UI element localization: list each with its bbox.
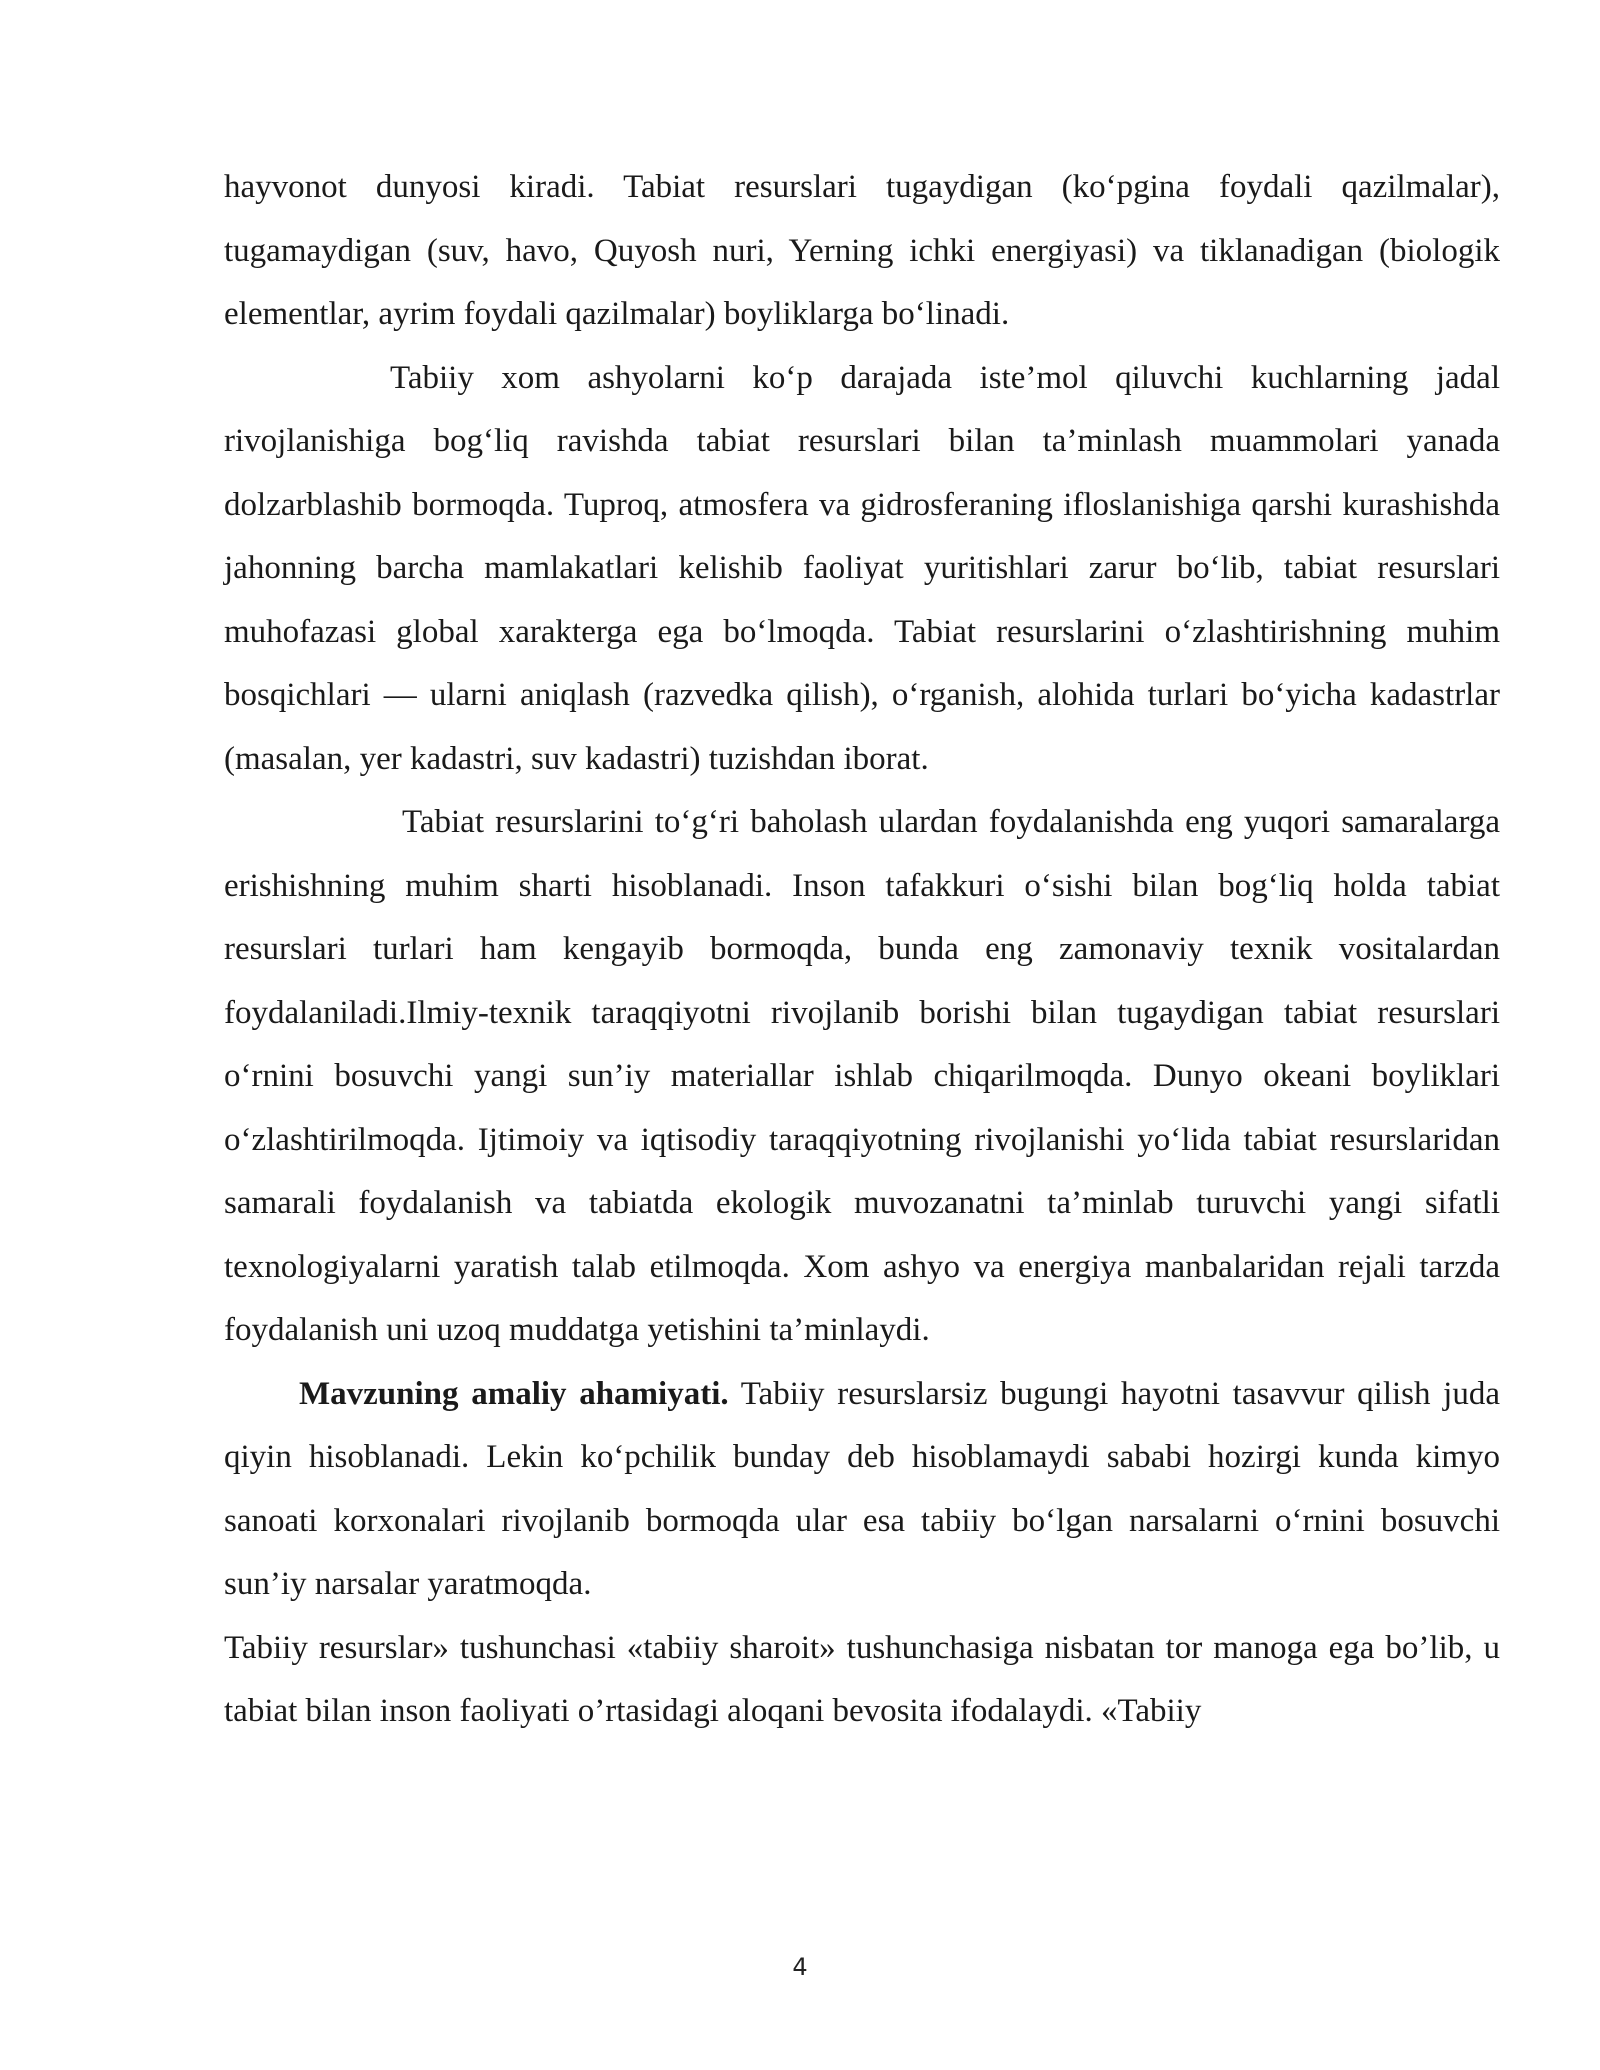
paragraph-4-text: Tabiiy resurslarsiz bugungi hayotni tasavvur qilish juda qiyin hisoblanadi. Lekin ko‘pchilik bunday deb hisoblamaydi sababi hozirgi kunda kimyo sanoati korxonalari rivojlanib bormoqda ular esa tabiiy bo‘lgan narsalarni o‘rnini bosuvchi sun’iy narsalar yaratmoqda. (224, 1375, 1500, 1602)
paragraph-3: Tabiat resurslarini to‘g‘ri baholash ulardan foydalanishda eng yuqori samaralarga erishishning muhim sharti hisoblanadi. Inson tafakkuri o‘sishi bilan bog‘liq holda tabiat resurslari turlari ham kengayib bormoqda, bunda eng zamonaviy texnik vositalardan foydalaniladi.Ilmiy-texnik taraqqiyotni rivojlanib borishi bilan tugaydigan tabiat resurslari o‘rnini bosuvchi yangi sun’iy materiallar ishlab chiqarilmoqda. Dunyo okeani boyliklari o‘zlashtirilmoqda. Ijtimoiy va iqtisodiy taraqqiyotning rivojlanishi yo‘lida tabiat resurslaridan samarali foydalanish va tabiatda ekologik muvozanatni ta’minlab turuvchi yangi sifatli texnologiyalarni yaratish talab etilmoqda. Xom ashyo va energiya manbalaridan rejali tarzda foydalanish uni uzoq muddatga yetishini ta’minlaydi. (224, 804, 1500, 1348)
paragraph-5: Tabiiy resurslar» tushunchasi «tabiiy sharoit» tushunchasiga nisbatan tor manoga ega bo’lib, u tabiat bilan inson faoliyati o’rtasidagi aloqani bevosita ifodalaydi. «Tabiiy (224, 1629, 1500, 1729)
paragraph-4 (224, 1363, 1500, 1617)
body-text (224, 156, 1500, 1744)
section-heading-inline: Mavzuning amaliy ahamiyati. (299, 1375, 729, 1412)
page-number: 4 (792, 1953, 808, 1981)
paragraph-2: Tabiiy xom ashyolarni ko‘p darajada iste’mol qiluvchi kuchlarning jadal rivojlanishiga bog‘liq ravishda tabiat resurslari bilan ta’minlash muammolari yanada dolzarblashib bormoqda. Tuproq, atmosfera va gidrosferaning ifloslanishiga qarshi kurashishda jahonning barcha mamlakatlari kelishib faoliyat yuritishlari zarur bo‘lib, tabiat resurslari muhofazasi global xarakterga ega bo‘lmoqda. Tabiat resurslarini o‘zlashtirishning muhim bosqichlari — ularni aniqlash (razvedka qilish), o‘rganish, alohida turlari bo‘yicha kadastrlar (masalan, yer kadastri, suv kadastri) tuzishdan iborat. (224, 359, 1500, 777)
paragraph-1: hayvonot dunyosi kiradi. Tabiat resurslari tugaydigan (ko‘pgina foydali qazilmalar), tugamaydigan (suv, havo, Quyosh nuri, Yerning ichki energiyasi) va tiklanadigan (biologik elementlar, ayrim foydali qazilmalar) boyliklarga bo‘linadi. (224, 169, 1500, 332)
